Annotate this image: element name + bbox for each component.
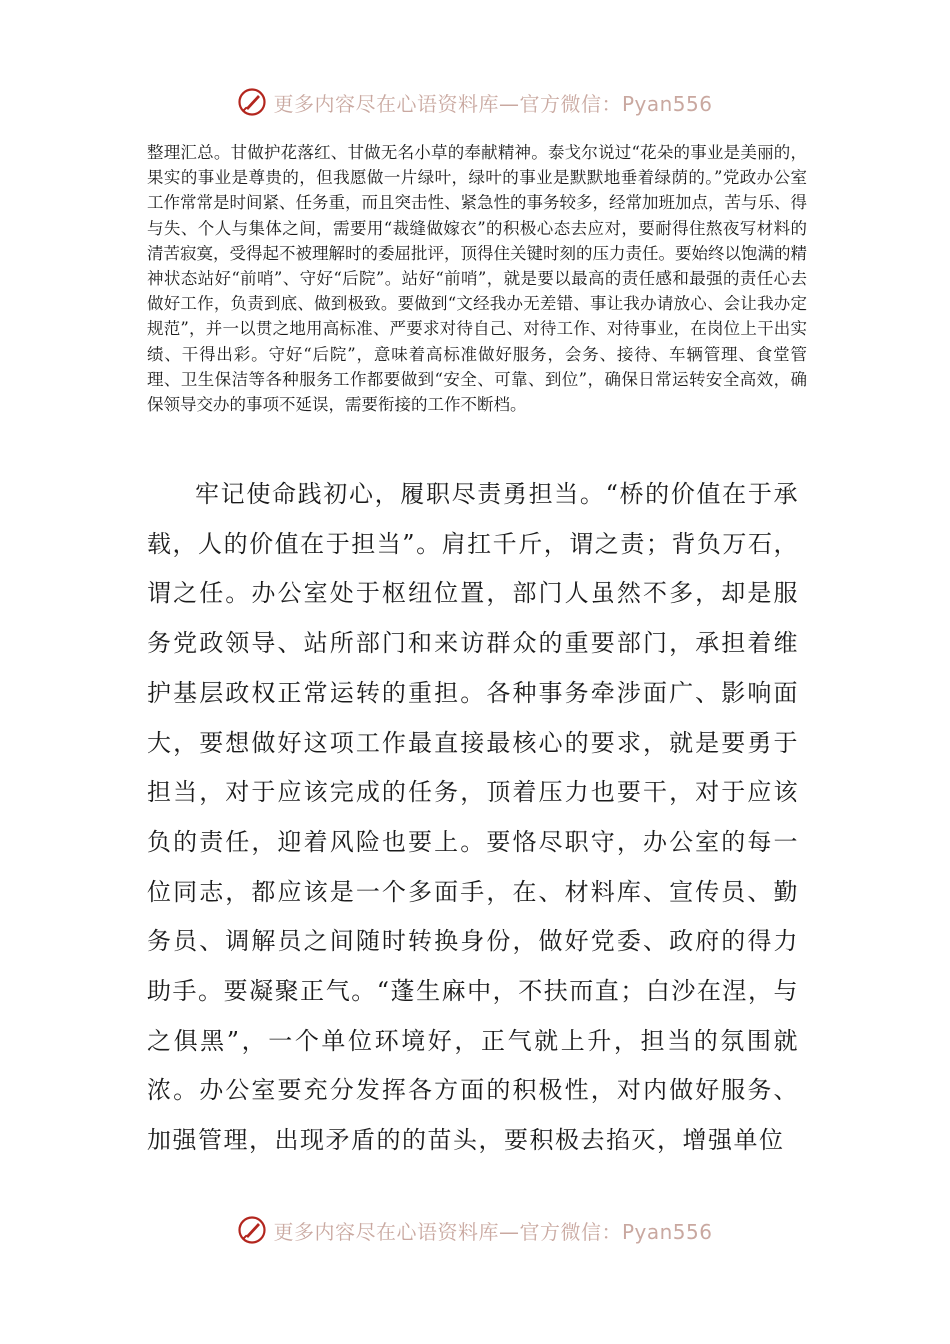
header-banner <box>0 82 950 122</box>
footer-banner <box>0 1210 950 1250</box>
footer-banner-text: 更多内容尽在心语资料库—官方微信：Pyan556 <box>273 1219 713 1244</box>
paragraph-large-print: 牢记使命践初心，履职尽责勇担当。“桥的价值在于承载，人的价值在于担当”。肩扛千斤，谓之责；背负万石，谓之任。办公室处于枢纽位置，部门人虽然不多，却是服务党政领导、站所部门和来访群众的重要部门，承担着维护基层政权正常运转的重担。各种事务牵涉面广、影响面大，要想做好这项工作最直接最核心的要求，就是要勇于担当，对于应该完成的任务，顶着压力也要干，对于应该负的责任，迎着风险也要上。要恪尽职守，办公室的每一位同志，都应该是一个多面手，在、材料库、宣传员、勤务员、调解员之间随时转换身份，做好党委、政府的得力助手。要凝聚正气。“蓬生麻中，不扶而直；白沙在涅，与之俱黑”，一个单位环境好，正气就上升，担当的氛围就浓。办公室要充分发挥各方面的积极性，对内做好服务、加强管理，出现矛盾的的苗头，要积极去掐灭，增强单位 <box>147 480 799 1155</box>
header-banner-text: 更多内容尽在心语资料库—官方微信：Pyan556 <box>273 91 713 116</box>
quill-pen-logo-icon <box>237 1215 267 1245</box>
quill-pen-logo-icon <box>237 87 267 117</box>
paragraph-small-print: 整理汇总。甘做护花落红、甘做无名小草的奉献精神。泰戈尔说过“花朵的事业是美丽的，果实的事业是尊贵的，但我愿做一片绿叶，绿叶的事业是默默地垂着绿荫的。”党政办公室工作常常是时间紧、任务重，而且突击性、紧急性的事务较多，经常加班加点，苦与乐、得与失、个人与集体之间，需要用“裁缝做嫁衣”的积极心态去应对，要耐得住熬夜写材料的清苦寂寞，受得起不被理解时的委屈批评，顶得住关键时刻的压力责任。要始终以饱满的精神状态站好“前哨”、守好“后院”。站好“前哨”，就是要以最高的责任感和最强的责任心去做好工作，负责到底、做到极致。要做到“文经我办无差错、事让我办请放心、会让我办定规范”，并一以贯之地用高标准、严要求对待自己、对待工作、对待事业，在岗位上干出实绩、干得出彩。守好“后院”，意味着高标准做好服务，会务、接待、车辆管理、食堂管理、卫生保洁等各种服务工作都要做到“安全、可靠、到位”，确保日常运转安全高效，确保领导交办的事项不延误，需要衔接的工作不断档。 <box>147 143 807 415</box>
